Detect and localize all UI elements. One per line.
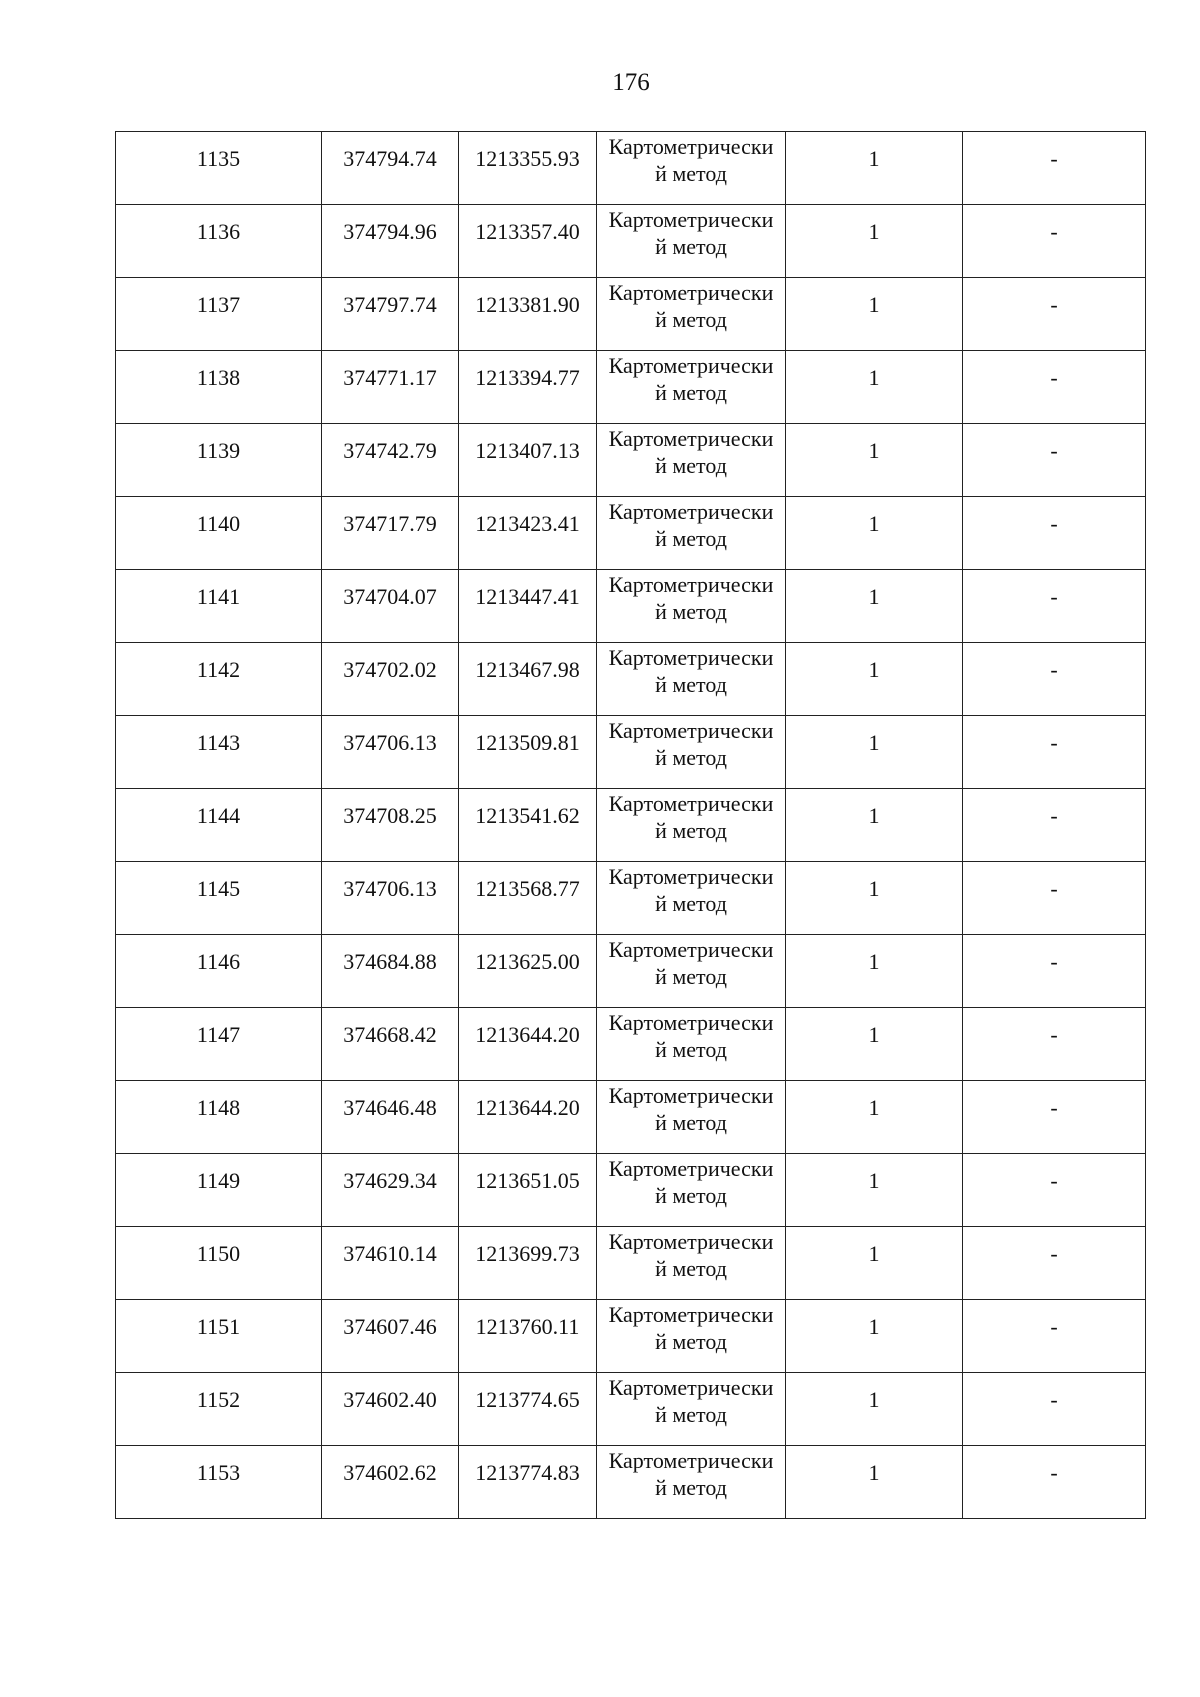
point-number-cell: 1149 xyxy=(116,1154,322,1227)
precision-cell: 1 xyxy=(786,1227,963,1300)
note-cell: - xyxy=(963,1081,1146,1154)
point-number-cell: 1147 xyxy=(116,1008,322,1081)
method-line-2: й метод xyxy=(655,891,727,916)
method-cell xyxy=(597,643,786,716)
method-cell xyxy=(597,789,786,862)
x-coordinate-cell: 374706.13 xyxy=(322,716,459,789)
x-coordinate-cell: 374708.25 xyxy=(322,789,459,862)
table-row xyxy=(116,716,1146,789)
precision-cell: 1 xyxy=(786,1373,963,1446)
method-cell xyxy=(597,1227,786,1300)
point-number-cell: 1142 xyxy=(116,643,322,716)
x-coordinate-cell: 374794.96 xyxy=(322,205,459,278)
precision-cell: 1 xyxy=(786,789,963,862)
table-row xyxy=(116,132,1146,205)
precision-cell: 1 xyxy=(786,132,963,205)
note-cell: - xyxy=(963,716,1146,789)
precision-cell: 1 xyxy=(786,1446,963,1519)
x-coordinate-cell: 374794.74 xyxy=(322,132,459,205)
y-coordinate-cell: 1213774.65 xyxy=(459,1373,597,1446)
x-coordinate-cell: 374602.62 xyxy=(322,1446,459,1519)
precision-cell: 1 xyxy=(786,862,963,935)
method-cell xyxy=(597,132,786,205)
note-cell: - xyxy=(963,351,1146,424)
table-row xyxy=(116,1008,1146,1081)
y-coordinate-cell: 1213381.90 xyxy=(459,278,597,351)
method-line-1: Картометрически xyxy=(608,718,774,743)
precision-cell: 1 xyxy=(786,497,963,570)
point-number-cell: 1138 xyxy=(116,351,322,424)
method-line-1: Картометрически xyxy=(608,499,774,524)
point-number-cell: 1152 xyxy=(116,1373,322,1446)
y-coordinate-cell: 1213355.93 xyxy=(459,132,597,205)
table-row xyxy=(116,1154,1146,1227)
method-line-2: й метод xyxy=(655,453,727,478)
method-cell xyxy=(597,278,786,351)
method-cell xyxy=(597,497,786,570)
note-cell: - xyxy=(963,424,1146,497)
method-line-1: Картометрически xyxy=(608,426,774,451)
precision-cell: 1 xyxy=(786,716,963,789)
table-row xyxy=(116,789,1146,862)
method-line-2: й метод xyxy=(655,234,727,259)
x-coordinate-cell: 374668.42 xyxy=(322,1008,459,1081)
y-coordinate-cell: 1213423.41 xyxy=(459,497,597,570)
point-number-cell: 1141 xyxy=(116,570,322,643)
table-row xyxy=(116,1373,1146,1446)
coordinates-table xyxy=(115,131,1146,1519)
method-line-1: Картометрически xyxy=(608,572,774,597)
table-row xyxy=(116,643,1146,716)
point-number-cell: 1144 xyxy=(116,789,322,862)
method-line-2: й метод xyxy=(655,599,727,624)
table-row xyxy=(116,424,1146,497)
method-cell xyxy=(597,862,786,935)
method-cell xyxy=(597,935,786,1008)
note-cell: - xyxy=(963,1154,1146,1227)
point-number-cell: 1140 xyxy=(116,497,322,570)
note-cell: - xyxy=(963,1008,1146,1081)
point-number-cell: 1139 xyxy=(116,424,322,497)
method-line-2: й метод xyxy=(655,1402,727,1427)
note-cell: - xyxy=(963,132,1146,205)
note-cell: - xyxy=(963,1446,1146,1519)
method-cell xyxy=(597,1081,786,1154)
point-number-cell: 1148 xyxy=(116,1081,322,1154)
method-cell xyxy=(597,1373,786,1446)
method-cell xyxy=(597,205,786,278)
precision-cell: 1 xyxy=(786,1008,963,1081)
point-number-cell: 1135 xyxy=(116,132,322,205)
method-cell xyxy=(597,1300,786,1373)
method-line-2: й метод xyxy=(655,1475,727,1500)
precision-cell: 1 xyxy=(786,643,963,716)
method-cell xyxy=(597,1446,786,1519)
method-line-2: й метод xyxy=(655,672,727,697)
point-number-cell: 1153 xyxy=(116,1446,322,1519)
method-line-1: Картометрически xyxy=(608,1448,774,1473)
precision-cell: 1 xyxy=(786,278,963,351)
method-line-1: Картометрически xyxy=(608,134,774,159)
method-line-2: й метод xyxy=(655,745,727,770)
method-cell xyxy=(597,424,786,497)
y-coordinate-cell: 1213509.81 xyxy=(459,716,597,789)
note-cell: - xyxy=(963,278,1146,351)
x-coordinate-cell: 374646.48 xyxy=(322,1081,459,1154)
x-coordinate-cell: 374629.34 xyxy=(322,1154,459,1227)
method-line-1: Картометрически xyxy=(608,937,774,962)
x-coordinate-cell: 374702.02 xyxy=(322,643,459,716)
note-cell: - xyxy=(963,789,1146,862)
table-row xyxy=(116,1081,1146,1154)
method-line-1: Картометрически xyxy=(608,791,774,816)
note-cell: - xyxy=(963,643,1146,716)
point-number-cell: 1137 xyxy=(116,278,322,351)
y-coordinate-cell: 1213357.40 xyxy=(459,205,597,278)
y-coordinate-cell: 1213625.00 xyxy=(459,935,597,1008)
method-line-2: й метод xyxy=(655,1110,727,1135)
table-row xyxy=(116,1227,1146,1300)
y-coordinate-cell: 1213644.20 xyxy=(459,1008,597,1081)
method-line-1: Картометрически xyxy=(608,1229,774,1254)
method-cell xyxy=(597,351,786,424)
method-line-1: Картометрически xyxy=(608,280,774,305)
method-line-2: й метод xyxy=(655,818,727,843)
table-row xyxy=(116,351,1146,424)
x-coordinate-cell: 374771.17 xyxy=(322,351,459,424)
method-line-2: й метод xyxy=(655,161,727,186)
method-line-2: й метод xyxy=(655,1256,727,1281)
table-row xyxy=(116,862,1146,935)
y-coordinate-cell: 1213541.62 xyxy=(459,789,597,862)
note-cell: - xyxy=(963,1373,1146,1446)
method-line-2: й метод xyxy=(655,1183,727,1208)
y-coordinate-cell: 1213394.77 xyxy=(459,351,597,424)
table-row xyxy=(116,570,1146,643)
note-cell: - xyxy=(963,497,1146,570)
method-line-1: Картометрически xyxy=(608,207,774,232)
precision-cell: 1 xyxy=(786,1300,963,1373)
method-line-2: й метод xyxy=(655,1037,727,1062)
point-number-cell: 1136 xyxy=(116,205,322,278)
x-coordinate-cell: 374602.40 xyxy=(322,1373,459,1446)
y-coordinate-cell: 1213651.05 xyxy=(459,1154,597,1227)
y-coordinate-cell: 1213407.13 xyxy=(459,424,597,497)
note-cell: - xyxy=(963,1300,1146,1373)
y-coordinate-cell: 1213699.73 xyxy=(459,1227,597,1300)
point-number-cell: 1146 xyxy=(116,935,322,1008)
y-coordinate-cell: 1213644.20 xyxy=(459,1081,597,1154)
precision-cell: 1 xyxy=(786,1081,963,1154)
precision-cell: 1 xyxy=(786,1154,963,1227)
y-coordinate-cell: 1213467.98 xyxy=(459,643,597,716)
method-line-2: й метод xyxy=(655,307,727,332)
x-coordinate-cell: 374684.88 xyxy=(322,935,459,1008)
method-line-2: й метод xyxy=(655,1329,727,1354)
coordinates-table-body xyxy=(116,132,1146,1519)
method-line-2: й метод xyxy=(655,964,727,989)
point-number-cell: 1145 xyxy=(116,862,322,935)
method-line-1: Картометрически xyxy=(608,1010,774,1035)
point-number-cell: 1143 xyxy=(116,716,322,789)
note-cell: - xyxy=(963,935,1146,1008)
x-coordinate-cell: 374704.07 xyxy=(322,570,459,643)
precision-cell: 1 xyxy=(786,570,963,643)
precision-cell: 1 xyxy=(786,205,963,278)
method-line-1: Картометрически xyxy=(608,1302,774,1327)
y-coordinate-cell: 1213447.41 xyxy=(459,570,597,643)
y-coordinate-cell: 1213774.83 xyxy=(459,1446,597,1519)
y-coordinate-cell: 1213568.77 xyxy=(459,862,597,935)
method-line-2: й метод xyxy=(655,380,727,405)
page-number: 176 xyxy=(612,69,650,96)
point-number-cell: 1151 xyxy=(116,1300,322,1373)
x-coordinate-cell: 374717.79 xyxy=(322,497,459,570)
x-coordinate-cell: 374610.14 xyxy=(322,1227,459,1300)
x-coordinate-cell: 374797.74 xyxy=(322,278,459,351)
y-coordinate-cell: 1213760.11 xyxy=(459,1300,597,1373)
precision-cell: 1 xyxy=(786,935,963,1008)
table-row xyxy=(116,278,1146,351)
note-cell: - xyxy=(963,862,1146,935)
method-line-1: Картометрически xyxy=(608,1156,774,1181)
method-line-1: Картометрически xyxy=(608,1083,774,1108)
table-row xyxy=(116,935,1146,1008)
method-cell xyxy=(597,1154,786,1227)
precision-cell: 1 xyxy=(786,351,963,424)
method-cell xyxy=(597,1008,786,1081)
x-coordinate-cell: 374706.13 xyxy=(322,862,459,935)
table-row xyxy=(116,497,1146,570)
precision-cell: 1 xyxy=(786,424,963,497)
note-cell: - xyxy=(963,205,1146,278)
note-cell: - xyxy=(963,570,1146,643)
table-row xyxy=(116,205,1146,278)
point-number-cell: 1150 xyxy=(116,1227,322,1300)
method-line-1: Картометрически xyxy=(608,645,774,670)
method-cell xyxy=(597,570,786,643)
method-line-1: Картометрически xyxy=(608,864,774,889)
note-cell: - xyxy=(963,1227,1146,1300)
x-coordinate-cell: 374742.79 xyxy=(322,424,459,497)
x-coordinate-cell: 374607.46 xyxy=(322,1300,459,1373)
method-line-2: й метод xyxy=(655,526,727,551)
method-line-1: Картометрически xyxy=(608,1375,774,1400)
method-cell xyxy=(597,716,786,789)
method-line-1: Картометрически xyxy=(608,353,774,378)
table-row xyxy=(116,1446,1146,1519)
table-row xyxy=(116,1300,1146,1373)
